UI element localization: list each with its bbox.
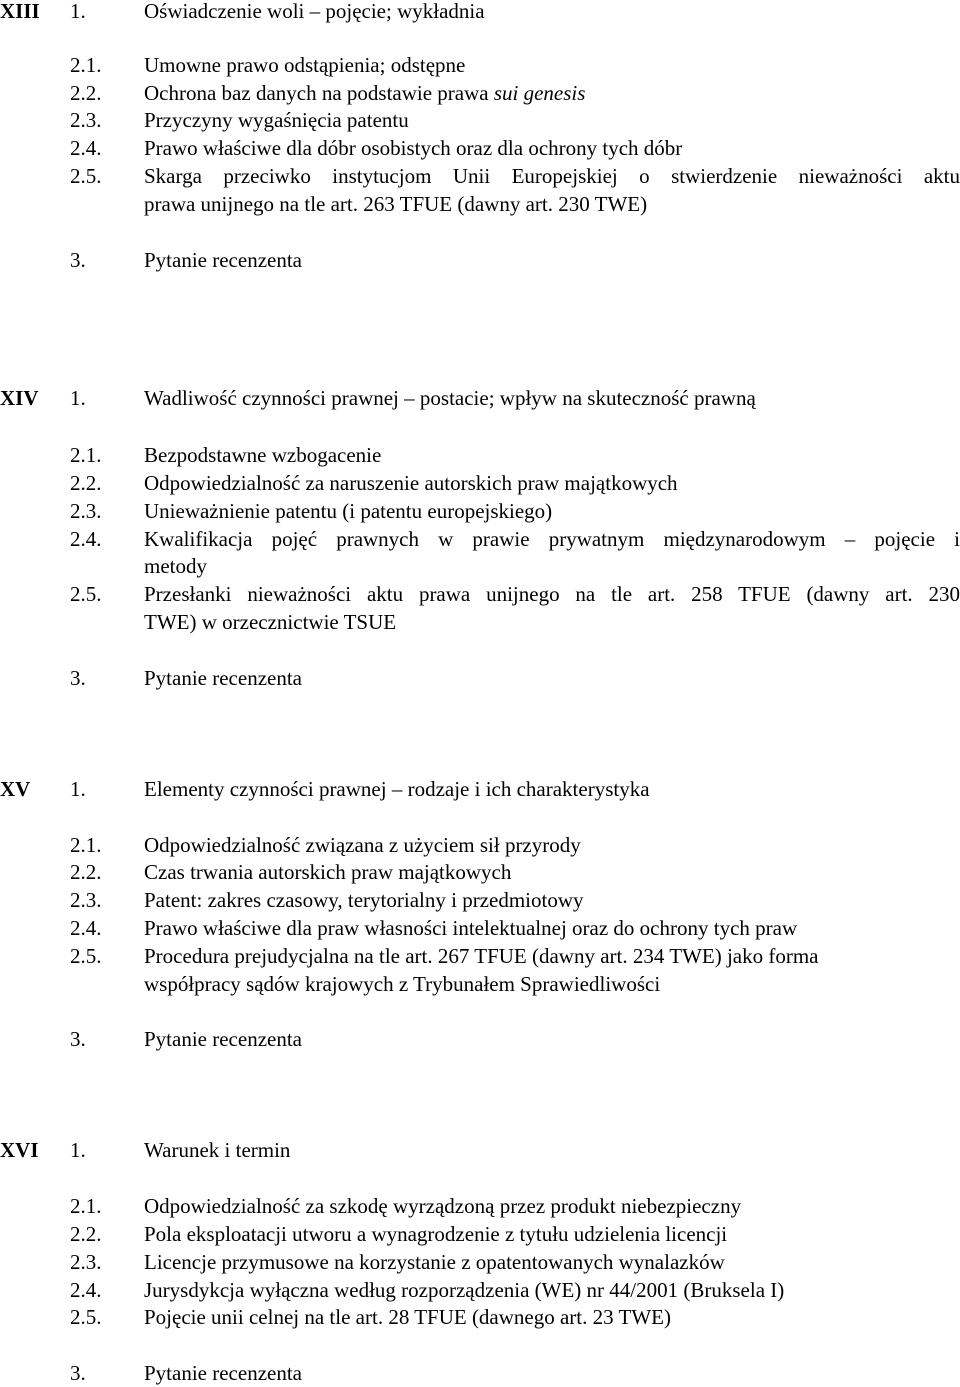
subquestion-text: Skarga przeciwko instytucjom Unii Europejskiej o stwierdzenie nieważności aktu	[144, 164, 960, 188]
subquestion-text: Patent: zakres czasowy, terytorialny i przedmiotowy	[144, 888, 584, 912]
italic-term: sui genesis	[493, 81, 586, 105]
subquestion-number: 2.2.	[70, 471, 102, 495]
subquestion-number: 2.5.	[70, 582, 102, 606]
subquestion-number: 2.3.	[70, 499, 102, 523]
subquestion-text: Kwalifikacja pojęć prawnych w prawie prywatnym międzynarodowym – pojęcie i	[144, 527, 960, 551]
reviewer-question-number: 3.	[70, 1361, 86, 1385]
subquestion-text: Jurysdykcja wyłączna według rozporządzenia (WE) nr 44/2001 (Bruksela I)	[144, 1278, 785, 1302]
subquestion-text-continued: metody	[144, 554, 207, 578]
subquestion-number: 2.1.	[70, 1194, 102, 1218]
subquestion-number: 2.1.	[70, 833, 102, 857]
subquestion-number: 2.3.	[70, 888, 102, 912]
subquestion-number: 2.3.	[70, 1250, 102, 1274]
subquestion-text: Procedura prejudycjalna na tle art. 267 TFUE (dawny art. 234 TWE) jako forma	[144, 944, 819, 968]
subquestion-number: 2.2.	[70, 860, 102, 884]
reviewer-question-text: Pytanie recenzenta	[144, 1361, 302, 1385]
subquestion-text: Czas trwania autorskich praw majątkowych	[144, 860, 512, 884]
subquestion-text-continued: współpracy sądów krajowych z Trybunałem Sprawiedliwości	[144, 972, 661, 996]
question-number: 1.	[70, 777, 86, 801]
subquestion-number: 2.4.	[70, 527, 102, 551]
reviewer-question-number: 3.	[70, 248, 86, 272]
subquestion-number: 2.4.	[70, 136, 102, 160]
subquestion-text: Prawo właściwe dla praw własności intelektualnej oraz do ochrony tych praw	[144, 916, 798, 940]
subquestion-text: Unieważnienie patentu (i patentu europejskiego)	[144, 499, 553, 523]
subquestion-number: 2.2.	[70, 1222, 102, 1246]
reviewer-question-text: Pytanie recenzenta	[144, 248, 302, 272]
subquestion-number: 2.4.	[70, 916, 102, 940]
question-number: 1.	[70, 386, 86, 410]
section-number: XIII	[0, 0, 40, 23]
question-text: Elementy czynności prawnej – rodzaje i ich charakterystyka	[144, 777, 650, 801]
question-text: Wadliwość czynności prawnej – postacie; wpływ na skuteczność prawną	[144, 386, 756, 410]
subquestion-number: 2.4.	[70, 1278, 102, 1302]
subquestion-text: Pola eksploatacji utworu a wynagrodzenie z tytułu udzielenia licencji	[144, 1222, 728, 1246]
subquestion-text: Bezpodstawne wzbogacenie	[144, 443, 382, 467]
subquestion-text: Odpowiedzialność za szkodę wyrządzoną przez produkt niebezpieczny	[144, 1194, 742, 1218]
subquestion-text: Prawo właściwe dla dóbr osobistych oraz dla ochrony tych dóbr	[144, 136, 683, 160]
subquestion-text: Pojęcie unii celnej na tle art. 28 TFUE (dawnego art. 23 TWE)	[144, 1305, 671, 1329]
subquestion-text: Ochrona baz danych na podstawie prawa sui genesis	[144, 81, 586, 105]
question-text: Warunek i termin	[144, 1138, 291, 1162]
subquestion-text: Odpowiedzialność związana z użyciem sił przyrody	[144, 833, 581, 857]
section-number: XVI	[0, 1138, 39, 1162]
subquestion-text-continued: prawa unijnego na tle art. 263 TFUE (dawny art. 230 TWE)	[144, 192, 648, 216]
subquestion-number: 2.1.	[70, 53, 102, 77]
subquestion-text: Przesłanki nieważności aktu prawa unijnego na tle art. 258 TFUE (dawny art. 230	[144, 582, 960, 606]
subquestion-number: 2.2.	[70, 81, 102, 105]
reviewer-question-text: Pytanie recenzenta	[144, 666, 302, 690]
subquestion-number: 2.5.	[70, 164, 102, 188]
section-number: XIV	[0, 386, 39, 410]
subquestion-text: Licencje przymusowe na korzystanie z opatentowanych wynalazków	[144, 1250, 725, 1274]
subquestion-number: 2.1.	[70, 443, 102, 467]
question-number: 1.	[70, 1138, 86, 1162]
question-number: 1.	[70, 0, 86, 23]
subquestion-number: 2.5.	[70, 1305, 102, 1329]
subquestion-text-continued: TWE) w orzecznictwie TSUE	[144, 610, 397, 634]
section-number: XV	[0, 777, 31, 801]
reviewer-question-number: 3.	[70, 666, 86, 690]
subquestion-text: Odpowiedzialność za naruszenie autorskich praw majątkowych	[144, 471, 678, 495]
subquestion-text: Umowne prawo odstąpienia; odstępne	[144, 53, 466, 77]
subquestion-number: 2.3.	[70, 108, 102, 132]
subquestion-text: Przyczyny wygaśnięcia patentu	[144, 108, 409, 132]
reviewer-question-text: Pytanie recenzenta	[144, 1027, 302, 1051]
reviewer-question-number: 3.	[70, 1027, 86, 1051]
subquestion-number: 2.5.	[70, 944, 102, 968]
question-text: Oświadczenie woli – pojęcie; wykładnia	[144, 0, 485, 23]
